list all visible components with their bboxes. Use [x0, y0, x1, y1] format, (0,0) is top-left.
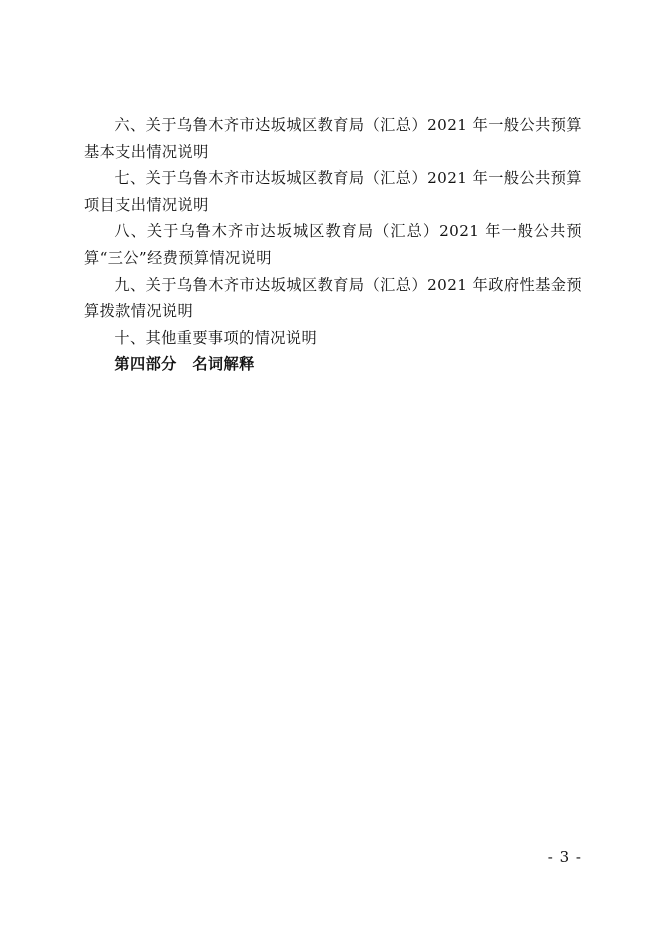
- list-item-ten: 十、其他重要事项的情况说明: [114, 328, 318, 347]
- list-item-seven: 七、关于乌鲁木齐市达坂城区教育局（汇总）2021 年一般公共预算项目支出情况说明: [84, 169, 582, 214]
- section-heading: 第四部分 名词解释: [114, 355, 255, 374]
- list-item-eight: 八、关于乌鲁木齐市达坂城区教育局（汇总）2021 年一般公共预算“三公”经费预算情况说明: [84, 222, 582, 267]
- list-item-six: 六、关于乌鲁木齐市达坂城区教育局（汇总）2021 年一般公共预算基本支出情况说明: [84, 116, 582, 161]
- page-number: - 3 -: [547, 848, 582, 866]
- page-content: [84, 112, 582, 378]
- list-item-nine: 九、关于乌鲁木齐市达坂城区教育局（汇总）2021 年政府性基金预算拨款情况说明: [84, 275, 582, 321]
